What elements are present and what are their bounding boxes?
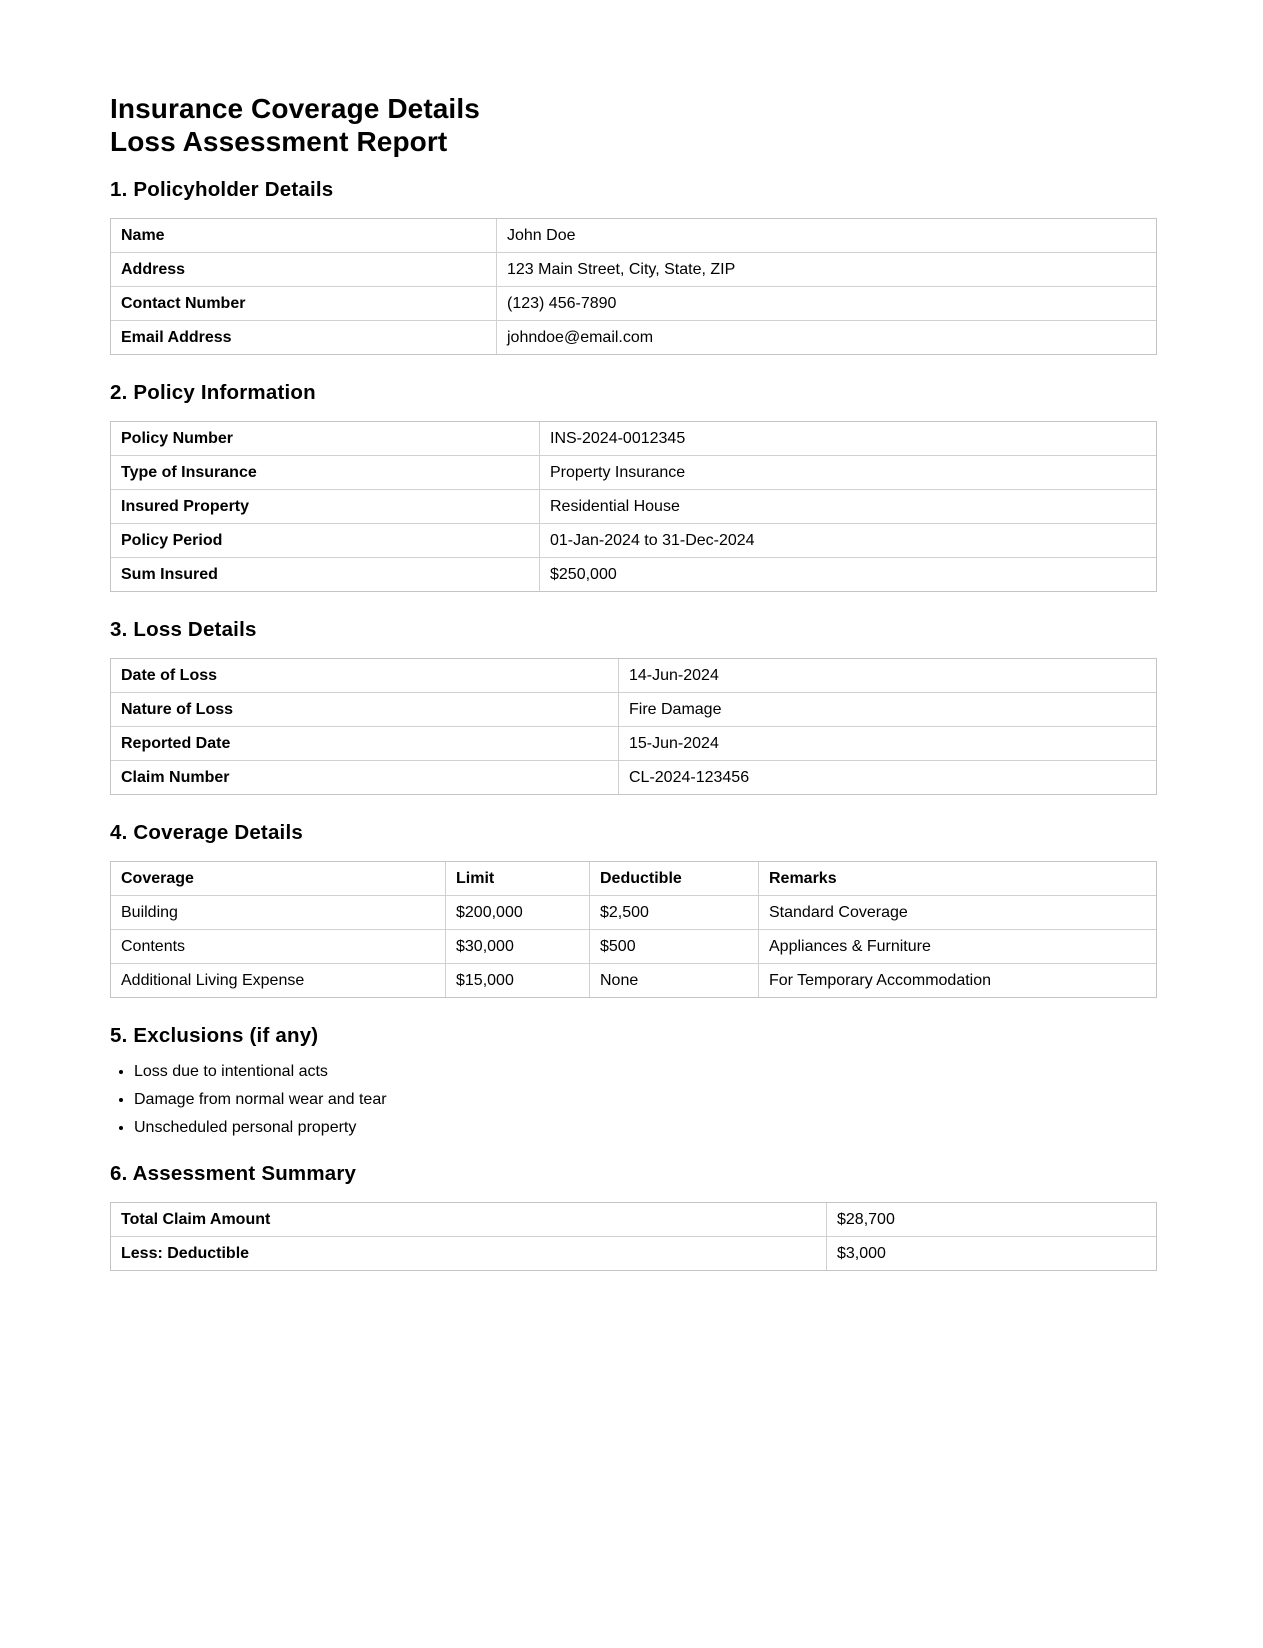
- table-row: [111, 287, 1157, 321]
- field-value: $250,000: [540, 558, 1157, 592]
- field-label: Address: [111, 253, 497, 287]
- loss-heading: 3. Loss Details: [110, 618, 257, 641]
- report-title-line-1: Insurance Coverage Details: [110, 93, 480, 124]
- field-value: 15-Jun-2024: [619, 727, 1157, 761]
- field-value: Fire Damage: [619, 693, 1157, 727]
- table-row: [111, 253, 1157, 287]
- field-value: 123 Main Street, City, State, ZIP: [497, 253, 1157, 287]
- field-value: johndoe@email.com: [497, 321, 1157, 355]
- coverage-table: [110, 861, 1157, 998]
- deductible-cell: $500: [590, 930, 759, 964]
- exclusions-heading: 5. Exclusions (if any): [110, 1024, 319, 1047]
- field-label: Insured Property: [111, 490, 540, 524]
- table-row: [111, 930, 1157, 964]
- field-label: Sum Insured: [111, 558, 540, 592]
- column-header-deductible: Deductible: [590, 862, 759, 896]
- policyholder-heading: 1. Policyholder Details: [110, 178, 334, 201]
- field-label: Total Claim Amount: [111, 1203, 827, 1237]
- coverage-cell: Building: [111, 896, 446, 930]
- list-item: • Loss due to intentional acts: [134, 1058, 1156, 1086]
- field-label: Type of Insurance: [111, 456, 540, 490]
- field-value: Residential House: [540, 490, 1157, 524]
- deductible-cell: $2,500: [590, 896, 759, 930]
- summary-table: [110, 1202, 1157, 1271]
- field-value: (123) 456-7890: [497, 287, 1157, 321]
- table-row: [111, 896, 1157, 930]
- field-label: Less: Deductible: [111, 1237, 827, 1271]
- remarks-cell: For Temporary Accommodation: [759, 964, 1157, 998]
- exclusions-section: [110, 1024, 1156, 1142]
- limit-cell: $15,000: [446, 964, 590, 998]
- deductible-cell: None: [590, 964, 759, 998]
- field-value: Property Insurance: [540, 456, 1157, 490]
- table-row: [111, 693, 1157, 727]
- table-row: [111, 1237, 1157, 1271]
- policyholder-table: [110, 218, 1157, 355]
- table-row: [111, 321, 1157, 355]
- field-label: Policy Period: [111, 524, 540, 558]
- table-row: [111, 1203, 1157, 1237]
- field-value: John Doe: [497, 219, 1157, 253]
- field-label: Date of Loss: [111, 659, 619, 693]
- table-row: [111, 659, 1157, 693]
- table-row: [111, 964, 1157, 998]
- field-label: Claim Number: [111, 761, 619, 795]
- field-label: Email Address: [111, 321, 497, 355]
- report-page: [110, 92, 1156, 1297]
- field-label: Reported Date: [111, 727, 619, 761]
- field-label: Nature of Loss: [111, 693, 619, 727]
- table-row: [111, 456, 1157, 490]
- table-row: [111, 422, 1157, 456]
- policyholder-section: [110, 178, 1156, 355]
- exclusions-list: [110, 1058, 1156, 1142]
- report-title-line-2: Loss Assessment Report: [110, 126, 448, 157]
- policy-heading: 2. Policy Information: [110, 381, 316, 404]
- table-header-row: [111, 862, 1157, 896]
- table-row: [111, 219, 1157, 253]
- loss-table: [110, 658, 1157, 795]
- column-header-remarks: Remarks: [759, 862, 1157, 896]
- table-row: [111, 558, 1157, 592]
- list-item: • Unscheduled personal property: [134, 1114, 1156, 1142]
- table-row: [111, 727, 1157, 761]
- table-row: [111, 524, 1157, 558]
- summary-section: [110, 1162, 1156, 1271]
- table-row: [111, 761, 1157, 795]
- table-row: [111, 490, 1157, 524]
- column-header-limit: Limit: [446, 862, 590, 896]
- field-value: $3,000: [827, 1237, 1157, 1271]
- policy-table: [110, 421, 1157, 592]
- limit-cell: $200,000: [446, 896, 590, 930]
- limit-cell: $30,000: [446, 930, 590, 964]
- field-value: 14-Jun-2024: [619, 659, 1157, 693]
- policy-section: [110, 381, 1156, 592]
- coverage-section: [110, 821, 1156, 998]
- field-label: Contact Number: [111, 287, 497, 321]
- field-value: INS-2024-0012345: [540, 422, 1157, 456]
- remarks-cell: Appliances & Furniture: [759, 930, 1157, 964]
- report-title: [110, 92, 1156, 158]
- remarks-cell: Standard Coverage: [759, 896, 1157, 930]
- field-value: CL-2024-123456: [619, 761, 1157, 795]
- field-label: Policy Number: [111, 422, 540, 456]
- summary-heading: 6. Assessment Summary: [110, 1162, 357, 1185]
- loss-section: [110, 618, 1156, 795]
- field-value: $28,700: [827, 1203, 1157, 1237]
- column-header-coverage: Coverage: [111, 862, 446, 896]
- coverage-cell: Contents: [111, 930, 446, 964]
- list-item: • Damage from normal wear and tear: [134, 1086, 1156, 1114]
- coverage-heading: 4. Coverage Details: [110, 821, 303, 844]
- field-label: Name: [111, 219, 497, 253]
- coverage-cell: Additional Living Expense: [111, 964, 446, 998]
- field-value: 01-Jan-2024 to 31-Dec-2024: [540, 524, 1157, 558]
